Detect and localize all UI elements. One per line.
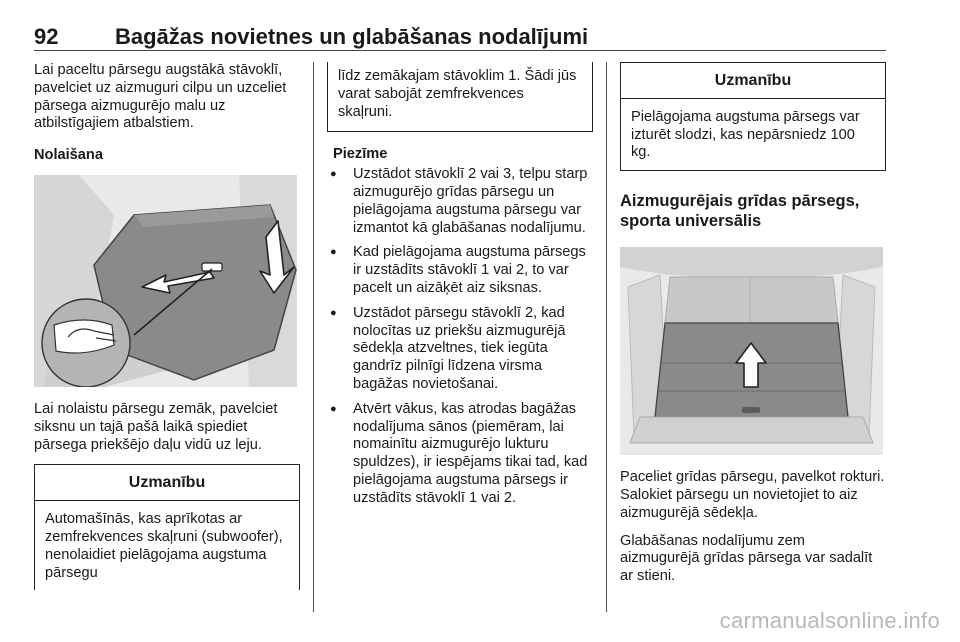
caution-body — [35, 501, 299, 590]
caution-body — [621, 99, 885, 170]
caution-continued-body — [328, 62, 592, 131]
column-3 — [620, 62, 886, 596]
page-title: Bagāžas novietnes un glabāšanas nodalījumi — [115, 24, 589, 49]
column-divider-2 — [606, 62, 607, 612]
caution-title: Uzmanību — [35, 465, 299, 501]
figure-floor-cover — [620, 247, 883, 455]
floor-paragraph-2: Glabāšanas nodalījumu zem aizmugurējā grīdas pārsega var sadalīt ar stieni. — [620, 532, 873, 585]
note-item: ● Uzstādot stāvoklī 2 vai 3, telpu starp aizmugurējo grīdas pārsegu un pielāgojama augstuma pārsegu var izmantot kā glabāšanas nodalījumu. — [327, 166, 593, 237]
floor-paragraph-1: Paceliet grīdas pārsegu, pavelkot rokturi. Salokiet pārsegu un novietojiet to aiz aizmugurējā sēdekļa. — [620, 469, 885, 521]
caution-box-load — [620, 62, 886, 171]
lowering-paragraph: Lai nolaistu pārsegu zemāk, pavelciet siksnu un tajā pašā laikā spiediet pārsega priekšējo daļu vidū uz leju. — [34, 400, 278, 453]
intro-paragraph: Lai paceltu pārsegu augstākā stāvoklī, pavelciet uz aizmuguri cilpu un uzceliet pārsega aizmugurējo malu uz atbilstīgajiem atbalstiem. — [34, 62, 287, 132]
column-1 — [34, 62, 300, 590]
caution-text: Automašīnās, kas aprīkotas ar zemfrekvences skaļruni (subwoofer), nenolaidiet pielāgojama augstuma pārsegu — [45, 511, 283, 581]
note-list — [327, 166, 593, 507]
caution-continued-text: līdz zemākajam stāvoklim 1. Šādi jūs varat sabojāt zemfrekvences skaļruni. — [338, 68, 577, 120]
cover-illustration — [34, 175, 297, 387]
page-number: 92 — [34, 24, 59, 49]
note-title: Piezīme — [333, 146, 388, 163]
footer-watermark: carmanualsonline.info — [719, 608, 940, 633]
caution-box-subwoofer — [34, 464, 300, 590]
header-rule — [34, 50, 886, 51]
column-divider-1 — [313, 62, 314, 612]
caution-text: Pielāgojama augstuma pārsegs var izturēt slodzi, kas nepārsniedz 100 kg. — [631, 108, 860, 161]
note-item: ● Uzstādot pārsegu stāvoklī 2, kad nolocītas uz priekšu aizmugurējā sēdekļa atzveltnes, tiek iegūta gandrīz pilnīgi līdzena virsma bagāžas novietošanai. — [327, 305, 593, 394]
note-item: ● Kad pielāgojama augstuma pārsegs ir uzstādīts stāvoklī 1 vai 2, to var pacelt un aizāķēt aiz siksnas. — [327, 244, 593, 297]
section-title: Aizmugurējais grīdas pārsegs, sporta universālis — [620, 192, 860, 231]
figure-lowering-cover — [34, 175, 297, 387]
floor-cover-illustration — [620, 247, 883, 455]
column-2 — [327, 62, 593, 515]
caution-box-continued — [327, 62, 593, 132]
caution-title: Uzmanību — [621, 63, 885, 99]
subheading-lowering: Nolaišana — [34, 147, 103, 164]
note-item: ● Atvērt vākus, kas atrodas bagāžas nodalījuma sānos (piemēram, lai nomainītu aizmugurējo lukturu spuldzes), ir iespējams tikai tad, kad pielāgojama augstuma pārsegs ir uzstādīts stāvoklī 1 vai 2. — [327, 401, 593, 508]
